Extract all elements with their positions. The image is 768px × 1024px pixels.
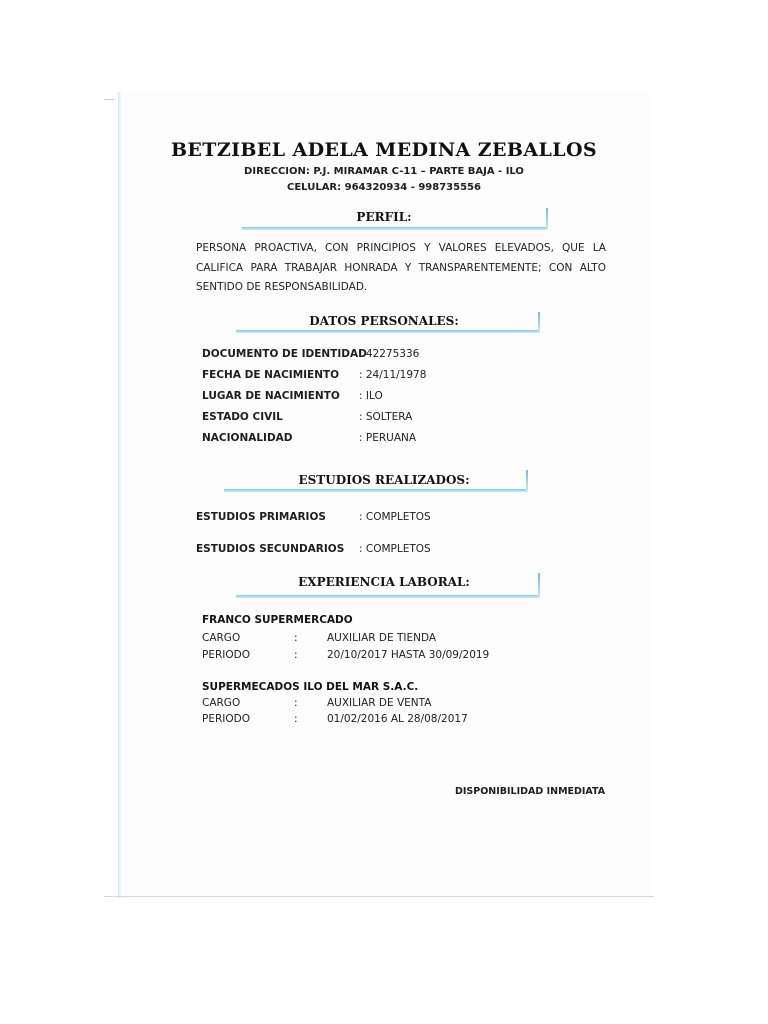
candidate-name: BETZIBEL ADELA MEDINA ZEBALLOS [170,139,598,161]
job-periodo-label: PERIODO [202,649,250,661]
datos-value: : 42275336 [359,348,420,360]
page-corner-mark [104,99,114,100]
section-underline-estudios [224,489,528,492]
job-cargo-label: CARGO [202,697,241,709]
section-underline-datos [236,330,540,333]
job-cargo-value: AUXILIAR DE VENTA [327,697,432,709]
section-title-experiencia: EXPERIENCIA LABORAL: [298,575,470,589]
page-bottom-edge [104,896,654,897]
job-cargo-row [202,632,437,644]
section-underline-experiencia [236,595,540,598]
perfil-text: PERSONA PROACTIVA, CON PRINCIPIOS Y VALORES ELEVADOS, QUE LA CALIFICA PARA TRABAJAR HONRADA Y TRANSPARENTEMENTE; CON ALTO SENTIDO DE RESPONSABILIDAD. [196,242,606,293]
job-company: FRANCO SUPERMERCADO [202,614,353,626]
datos-label: LUGAR DE NACIMIENTO [202,390,340,402]
job-periodo-row [202,713,468,725]
section-title-perfil: PERFIL: [356,210,412,224]
datos-label: FECHA DE NACIMIENTO [202,369,340,381]
job-periodo-row [202,649,490,661]
phone-line: CELULAR: 964320934 - 998735556 [287,182,481,193]
section-title-datos-personales: DATOS PERSONALES: [309,314,459,328]
disponibilidad-text: DISPONIBILIDAD INMEDIATA [455,786,606,797]
estudios-label: ESTUDIOS PRIMARIOS [196,511,326,523]
datos-row [202,390,383,402]
section-underline-tick [538,312,540,333]
datos-label: DOCUMENTO DE IDENTIDAD [202,348,367,360]
datos-label: NACIONALIDAD [202,432,293,444]
address-line: DIRECCION: P.J. MIRAMAR C-11 – PARTE BAJA - ILO [244,166,524,177]
datos-row [202,369,427,381]
estudios-value: : COMPLETOS [359,543,431,555]
datos-value: : SOLTERA [359,411,413,423]
datos-value: : ILO [359,390,383,402]
section-underline-perfil [242,227,548,230]
section-underline-tick [526,470,528,492]
estudios-label: ESTUDIOS SECUNDARIOS [196,543,345,555]
job-periodo-label: PERIODO [202,713,250,725]
job-separator: : [294,632,298,644]
datos-label: ESTADO CIVIL [202,411,283,423]
estudios-row [196,543,431,555]
job-cargo-label: CARGO [202,632,241,644]
datos-row [202,348,420,360]
datos-row [202,432,417,444]
section-title-estudios: ESTUDIOS REALIZADOS: [298,473,470,487]
job-company: SUPERMECADOS ILO DEL MAR S.A.C. [202,681,419,693]
job-separator: : [294,713,298,725]
job-cargo-value: AUXILIAR DE TIENDA [327,632,437,644]
job-cargo-row [202,697,432,709]
job-separator: : [294,697,298,709]
estudios-row [196,511,431,523]
job-periodo-value: 20/10/2017 HASTA 30/09/2019 [327,649,490,661]
datos-value: : 24/11/1978 [359,369,427,381]
datos-row [202,411,413,423]
job-periodo-value: 01/02/2016 AL 28/08/2017 [327,713,468,725]
datos-value: : PERUANA [359,432,417,444]
section-underline-tick [546,208,548,230]
section-underline-tick [538,573,540,598]
job-separator: : [294,649,298,661]
estudios-value: : COMPLETOS [359,511,431,523]
